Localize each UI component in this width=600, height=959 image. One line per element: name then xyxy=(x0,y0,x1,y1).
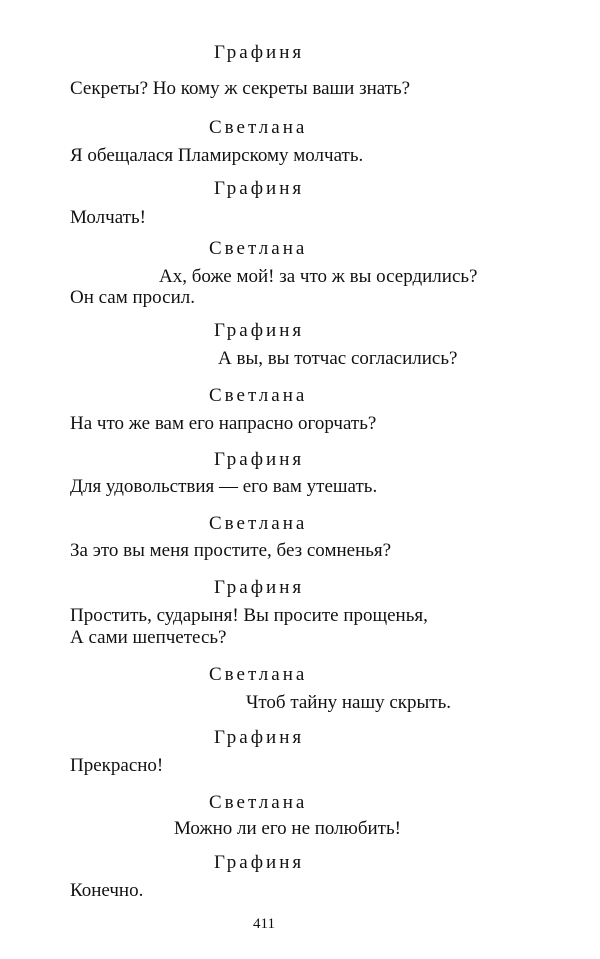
speech-line: Простить, сударыня! Вы просите прощенья, xyxy=(70,605,428,626)
speaker-name: Светлана xyxy=(209,664,308,685)
speaker-name: Графиня xyxy=(214,42,305,63)
speaker-name: Светлана xyxy=(209,513,308,534)
speaker-name: Светлана xyxy=(209,385,308,406)
speech-line: На что же вам его напрасно огорчать? xyxy=(70,413,377,434)
speech-line: Чтоб тайну нашу скрыть. xyxy=(246,692,452,713)
speaker-name: Графиня xyxy=(214,727,305,748)
speech-line: Он сам просил. xyxy=(70,287,195,308)
speaker-name: Графиня xyxy=(214,449,305,470)
speech-line: Конечно. xyxy=(70,880,144,901)
speech-line: Секреты? Но кому ж секреты ваши знать? xyxy=(70,78,411,99)
speech-line: Можно ли его не полюбить! xyxy=(174,818,401,839)
speaker-name: Светлана xyxy=(209,792,308,813)
speech-line: За это вы меня простите, без сомненья? xyxy=(70,540,392,561)
speech-line: А сами шепчетесь? xyxy=(70,627,227,648)
speaker-name: Графиня xyxy=(214,320,305,341)
speaker-name: Графиня xyxy=(214,577,305,598)
speaker-name: Светлана xyxy=(209,117,308,138)
speech-line: Прекрасно! xyxy=(70,755,164,776)
page-number: 411 xyxy=(253,916,275,932)
speaker-name: Графиня xyxy=(214,178,305,199)
speech-line: Я обещалася Пламирскому молчать. xyxy=(70,145,364,166)
speech-line: Ах, боже мой! за что ж вы осердились? xyxy=(159,266,478,287)
speaker-name: Графиня xyxy=(214,852,305,873)
speech-line: Молчать! xyxy=(70,207,146,228)
speech-line: Для удовольствия — его вам утешать. xyxy=(70,476,378,497)
speaker-name: Светлана xyxy=(209,238,308,259)
speech-line: А вы, вы тотчас согласились? xyxy=(218,348,458,369)
